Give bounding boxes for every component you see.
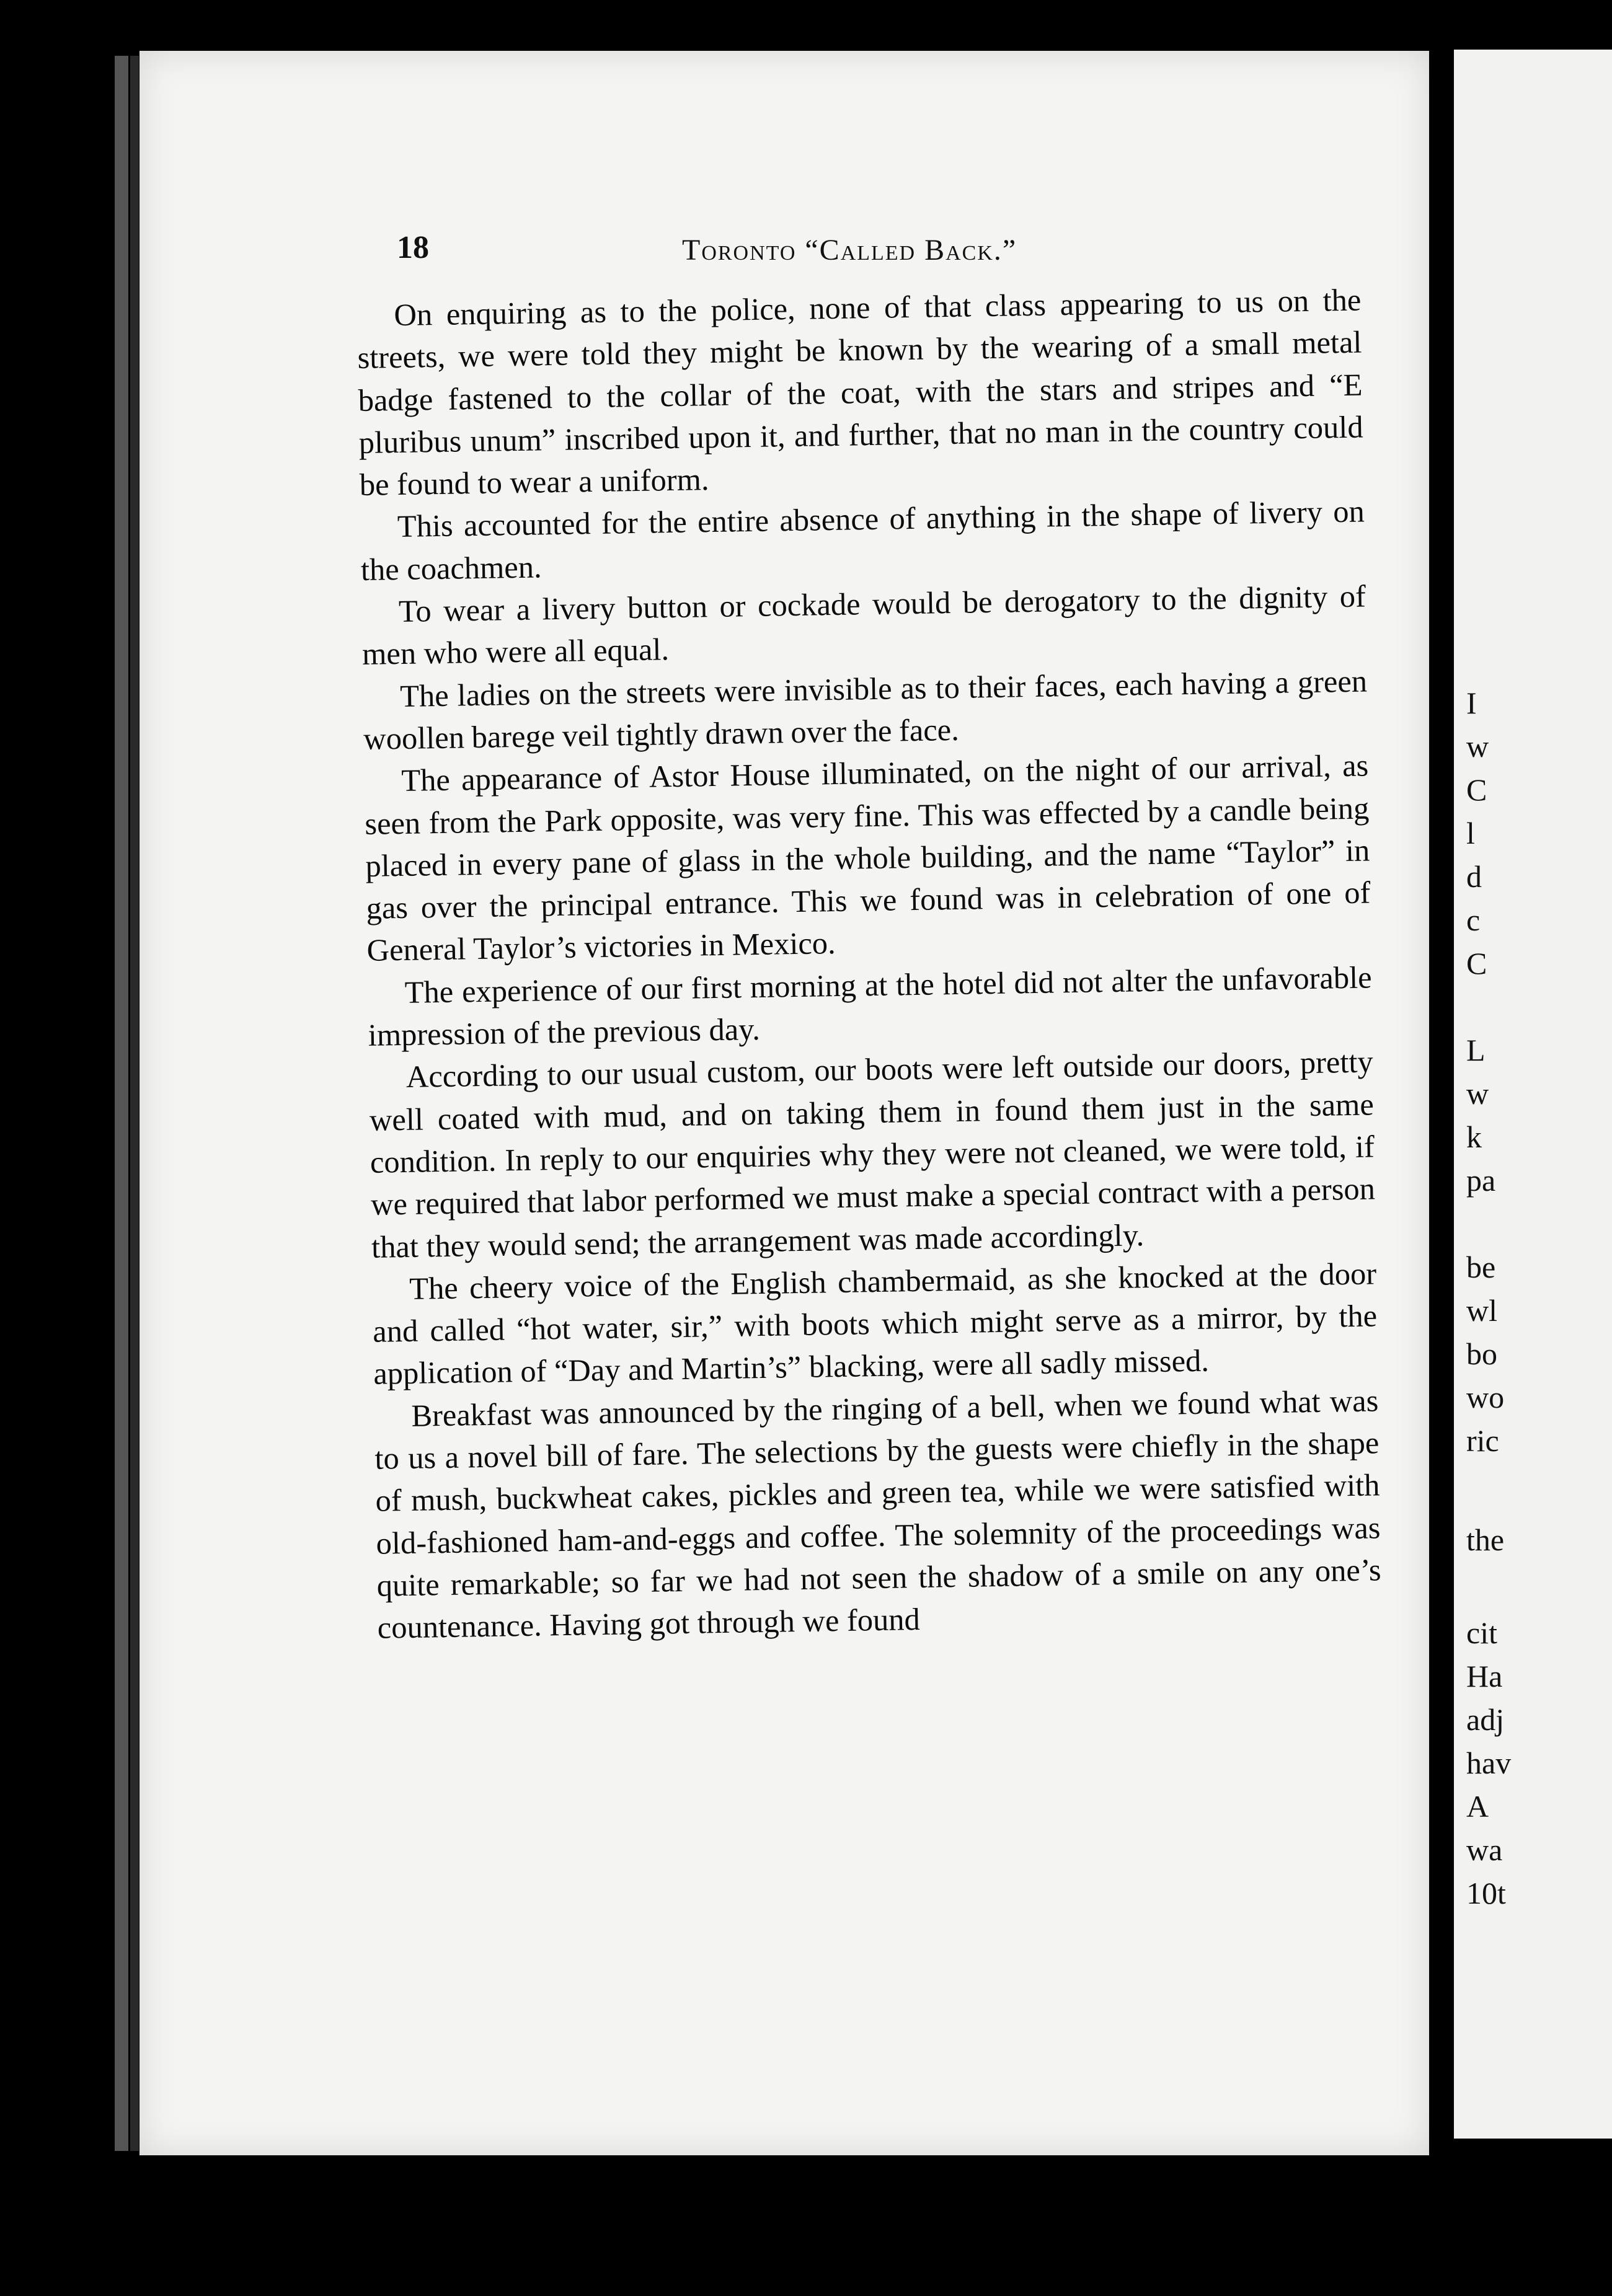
book-spine-shadow: [115, 56, 128, 2151]
facing-page-fragment: l: [1466, 816, 1475, 850]
facing-page-fragment: C: [1466, 946, 1487, 981]
facing-page-fragment: cit: [1466, 1615, 1497, 1650]
facing-page-fragment: be: [1466, 1250, 1496, 1284]
facing-page-fragment: 10t: [1466, 1876, 1506, 1910]
running-title: Toronto “Called Back.”: [682, 234, 1017, 267]
facing-page-fragment: k: [1466, 1119, 1482, 1154]
facing-page-fragment: wl: [1466, 1293, 1497, 1328]
facing-page-fragment: adj: [1466, 1702, 1505, 1737]
paragraph: To wear a livery button or cockade would be derogatory to the dignity of men who were all equal.: [361, 578, 1366, 672]
paragraph: Breakfast was announced by the ringing of a bell, when we found what was to us a novel bill of fare. The selections by the guests were chiefly in the shape of mush, buckwheat cakes, pickles and green tea, while we were satisfied with old-fashioned ham-and-eggs and coffee. The solemnity of the proceedings was quite remarkable; so far we had not seen the shadow of a smile on any one’s countenance. Having got through we found: [374, 1383, 1381, 1645]
paragraph: The experience of our first morning at the hotel did not alter the unfavorable impression of the previous day.: [368, 960, 1372, 1053]
facing-page-fragment: d: [1466, 859, 1482, 894]
facing-page-fragment: hav: [1466, 1746, 1512, 1780]
facing-page-fragment: bo: [1466, 1336, 1497, 1371]
body-text: [356, 279, 1382, 1649]
facing-page-fragment: ric: [1466, 1423, 1499, 1458]
facing-page: [1454, 50, 1612, 2139]
page-number: 18: [397, 230, 429, 265]
paragraph: The ladies on the streets were invisible as to their faces, each having a green woollen barege veil tightly drawn over the face.: [363, 663, 1368, 756]
facing-page-fragment: the: [1466, 1522, 1505, 1557]
book-spine-edge: [130, 56, 139, 2151]
facing-page-fragment: C: [1466, 772, 1487, 807]
paragraph: The cheery voice of the English chambermaid, as she knocked at the door and called “hot water, sir,” with boots which might serve as a mirror, by the application of “Day and Martin’s” blacking, were all sadly missed.: [372, 1256, 1378, 1392]
page-header: [397, 229, 1420, 285]
facing-page-fragment: A: [1466, 1789, 1489, 1824]
facing-page-fragment: w: [1466, 729, 1489, 764]
facing-page-fragment: Ha: [1466, 1659, 1503, 1693]
facing-page-fragment: w: [1466, 1076, 1489, 1111]
facing-page-fragment: wa: [1466, 1832, 1503, 1867]
paragraph: According to our usual custom, our boots were left outside our doors, pretty well coated with mud, and on taking them in found them just in the same condition. In reply to our enquiries why they were not cleaned, we were told, if we required that labor performed we must make a special contract with a person that they would send; the arrangement was made accordingly.: [369, 1044, 1376, 1265]
paragraph: The appearance of Astor House illuminated, on the night of our arrival, as seen from the Park opposite, was very fine. This was effected by a candle being placed in every pane of glass in the whole building, and the name “Taylor” in gas over the principal entrance. This we found was in celebration of one of General Taylor’s victories in Mexico.: [364, 748, 1371, 968]
facing-page-fragment: c: [1466, 903, 1481, 937]
facing-page-fragment: L: [1466, 1033, 1486, 1067]
paragraph: This accounted for the entire absence of anything in the shape of livery on the coachmen.: [360, 493, 1365, 587]
facing-page-fragment: wo: [1466, 1380, 1505, 1415]
facing-page-fragment: pa: [1466, 1163, 1496, 1198]
paragraph: On enquiring as to the police, none of that class appearing to us on the streets, we were told they might be known by the wearing of a small metal badge fastened to the collar of the coat, with the stars and stripes and “E pluribus unum” inscribed upon it, and further, that no man in the country could be found to wear a uniform.: [357, 282, 1363, 503]
facing-page-fragment: I: [1466, 686, 1477, 720]
